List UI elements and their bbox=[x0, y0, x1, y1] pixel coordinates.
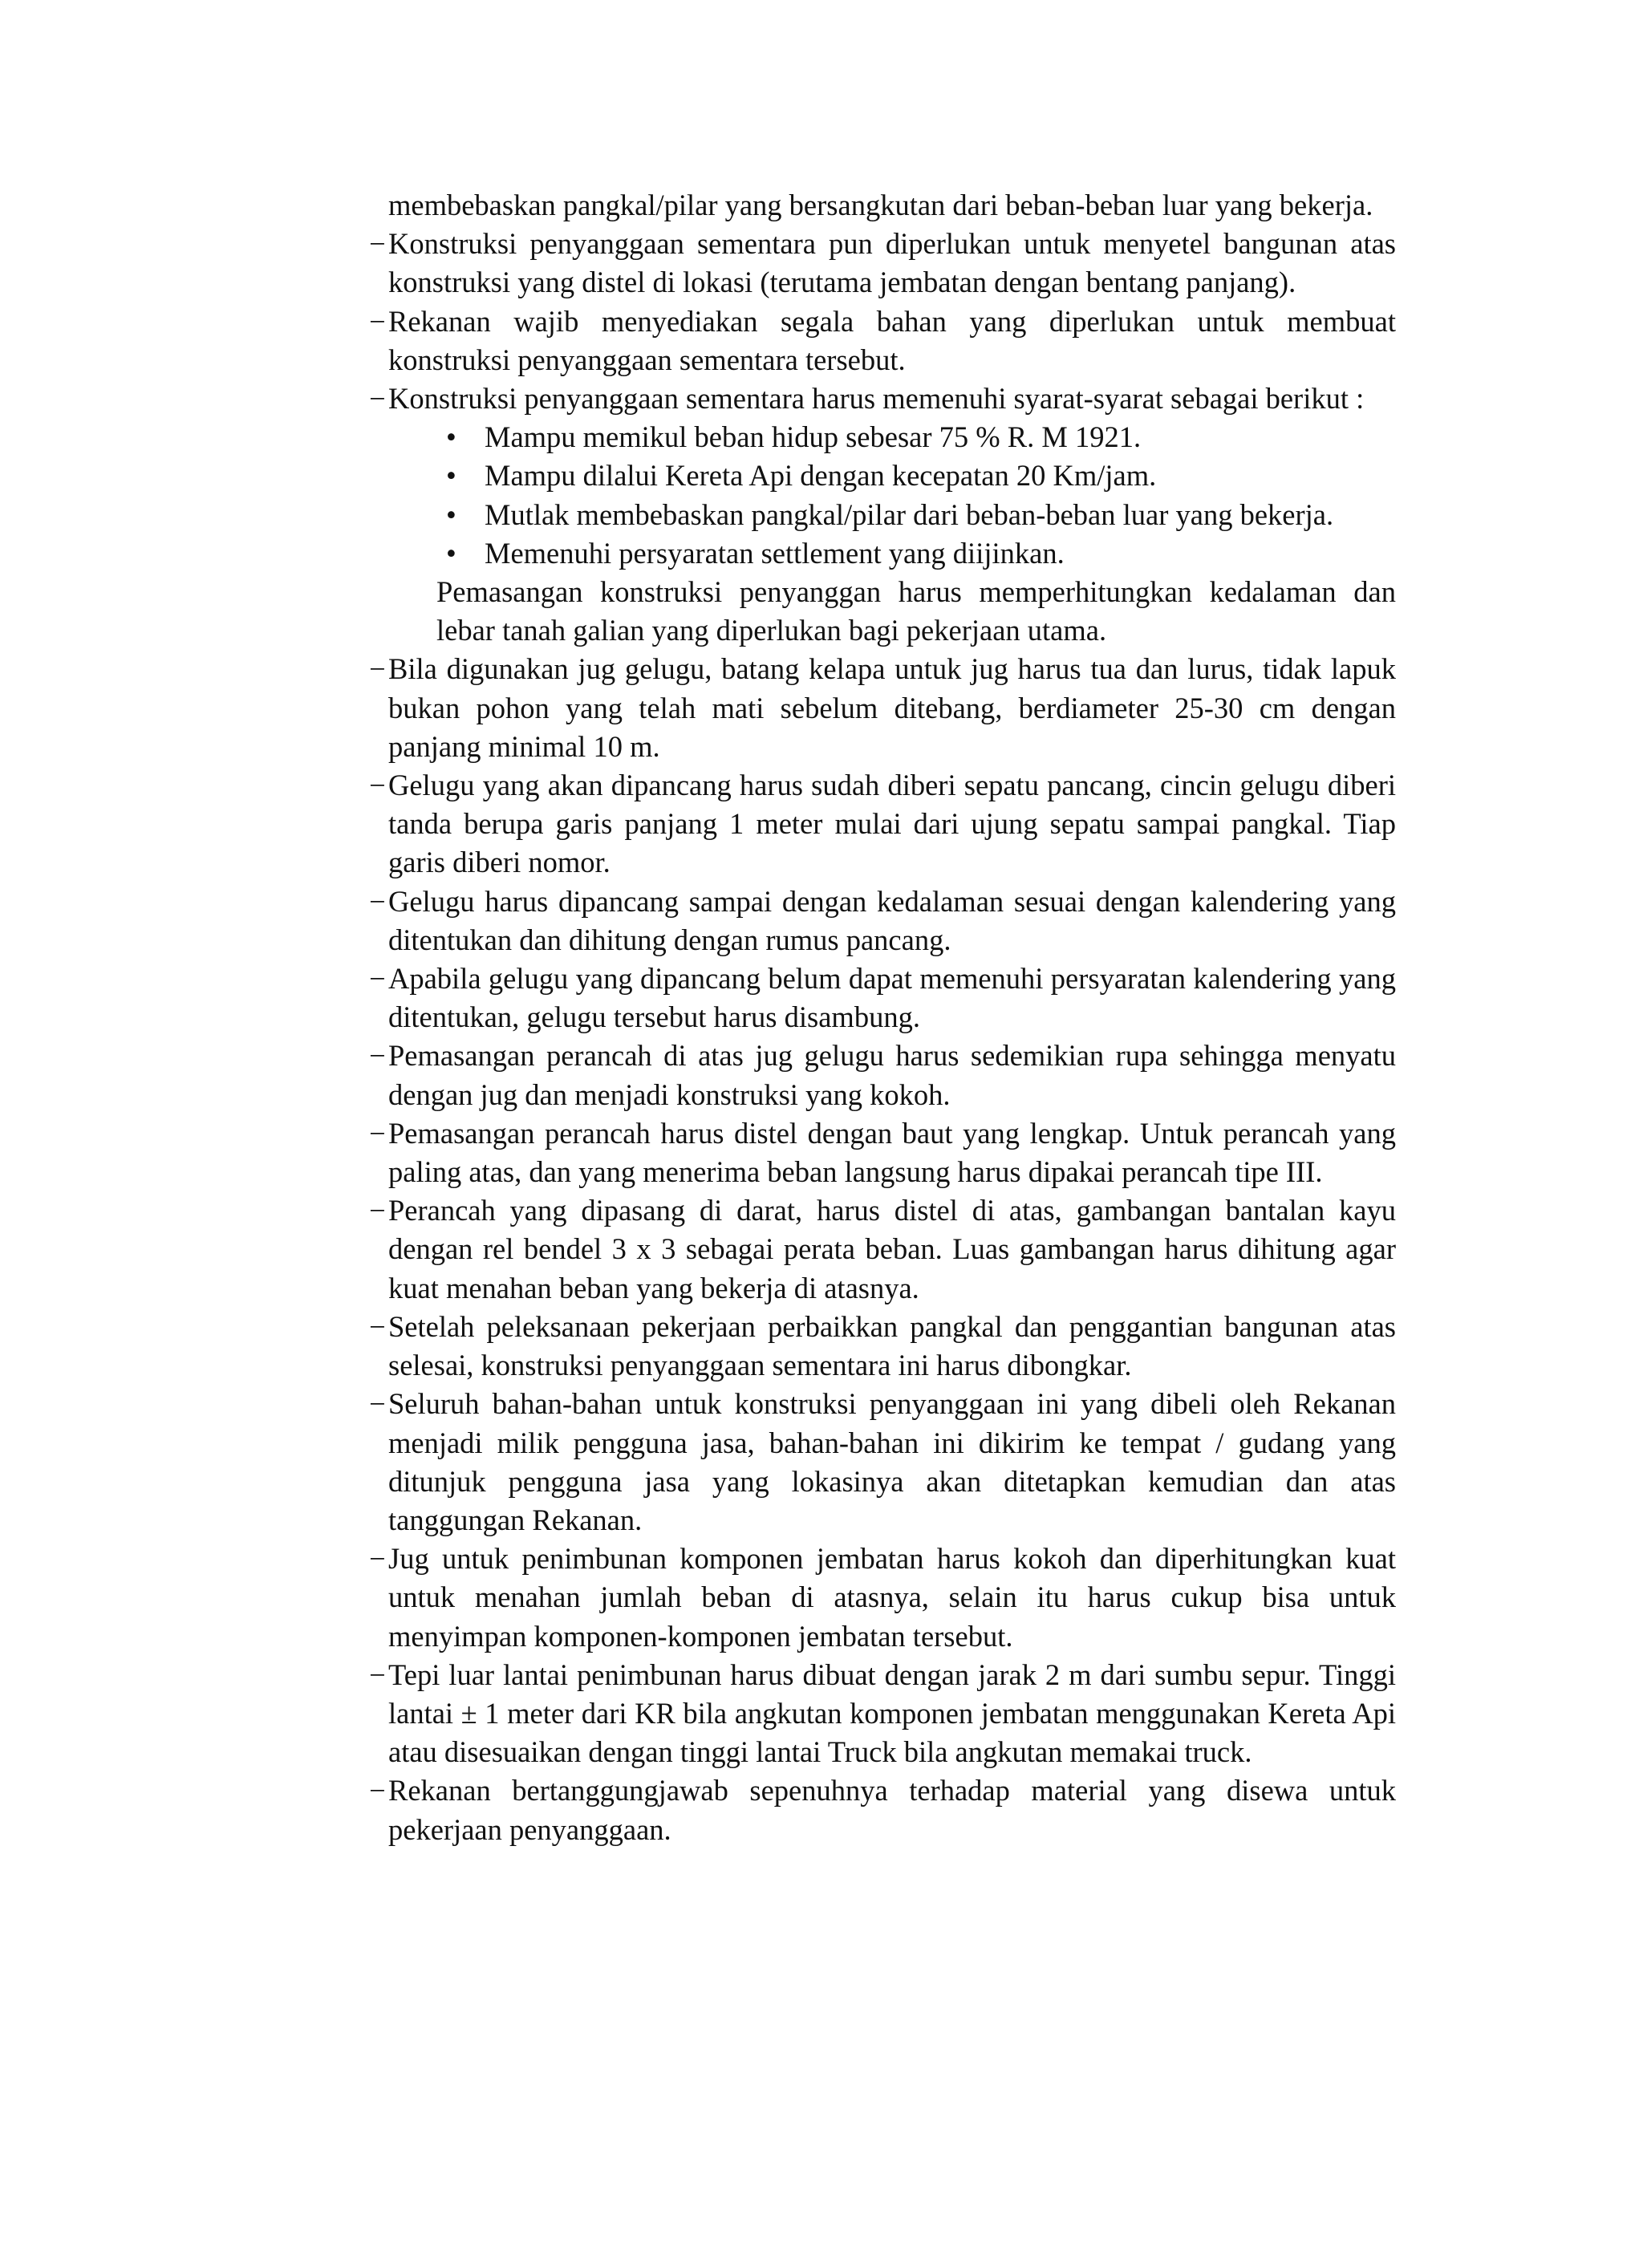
list-item bbox=[369, 1656, 1396, 1772]
list-item bbox=[369, 1114, 1396, 1191]
dash-marker: − bbox=[369, 1116, 386, 1150]
list-item bbox=[369, 1540, 1396, 1656]
sub-bullet-item bbox=[369, 418, 1396, 456]
requirements-list-b bbox=[369, 650, 1396, 1848]
dash-marker: − bbox=[369, 962, 386, 996]
sub-note-paragraph: Pemasangan konstruksi penyanggan harus memperhitungkan kedalaman dan lebar tanah galian yang diperlukan bagi pekerjaan utama. bbox=[436, 575, 1396, 647]
requirements-list-a bbox=[369, 225, 1396, 418]
list-item-text: Setelah peleksanaan pekerjaan perbaikkan pangkal dan penggantian bangunan atas selesai, konstruksi penyanggaan sementara ini harus dibongkar. bbox=[388, 1309, 1396, 1382]
list-item bbox=[369, 650, 1396, 766]
list-item-text: Rekanan bertanggungjawab sepenuhnya terhadap material yang disewa untuk pekerjaan penyanggaan. bbox=[388, 1774, 1396, 1846]
list-item bbox=[369, 225, 1396, 302]
sub-bullet-item bbox=[369, 456, 1396, 495]
dash-marker: − bbox=[369, 1542, 386, 1576]
list-item-text: Jug untuk penimbunan komponen jembatan harus kokoh dan diperhitungkan kuat untuk menahan jumlah beban di atasnya, selain itu harus cukup bisa untuk menyimpan komponen-komponen jembatan tersebut. bbox=[388, 1542, 1396, 1653]
list-item-text: Perancah yang dipasang di darat, harus distel di atas, gambangan bantalan kayu dengan rel bendel 3 x 3 sebagai perata beban. Luas gambangan harus dihitung agar kuat menahan beban yang bekerja di atasnya. bbox=[388, 1194, 1396, 1304]
list-item-text: Pemasangan perancah harus distel dengan baut yang lengkap. Untuk perancah yang paling atas, dan yang menerima beban langsung harus dipakai perancah tipe III. bbox=[388, 1116, 1396, 1189]
dash-marker: − bbox=[369, 1194, 386, 1227]
list-item bbox=[369, 1771, 1396, 1848]
sub-bullet-item bbox=[369, 496, 1396, 534]
document-page bbox=[369, 186, 1396, 1849]
list-item-text: Konstruksi penyanggaan sementara harus memenuhi syarat-syarat sebagai berikut : bbox=[388, 382, 1365, 416]
sub-bullet-text: Memenuhi persyaratan settlement yang diijinkan. bbox=[485, 536, 1065, 570]
list-item bbox=[369, 1037, 1396, 1114]
sub-bullet-list bbox=[369, 418, 1396, 573]
bullet-marker: • bbox=[446, 536, 456, 570]
list-item-text: Gelugu yang akan dipancang harus sudah diberi sepatu pancang, cincin gelugu diberi tanda berupa garis panjang 1 meter mulai dari ujung sepatu sampai pangkal. Tiap garis diberi nomor. bbox=[388, 769, 1396, 879]
dash-marker: − bbox=[369, 1774, 386, 1808]
dash-marker: − bbox=[369, 652, 386, 686]
list-item bbox=[369, 1191, 1396, 1308]
dash-marker: − bbox=[369, 769, 386, 802]
dash-marker: − bbox=[369, 1387, 386, 1421]
list-item-text: Tepi luar lantai penimbunan harus dibuat dengan jarak 2 m dari sumbu sepur. Tinggi lantai ± 1 meter dari KR bila angkutan komponen jembatan menggunakan Kereta Api atau disesuaikan dengan tinggi lantai Truck bila angkutan memakai truck. bbox=[388, 1657, 1396, 1769]
dash-marker: − bbox=[369, 227, 386, 261]
list-item-text: Seluruh bahan-bahan untuk konstruksi penyanggaan ini yang dibeli oleh Rekanan menjadi milik pengguna jasa, bahan-bahan ini dikirim ke tempat / gudang yang ditunjuk pengguna jasa yang lokasinya akan ditetapkan kemudian dan atas tanggungan Rekanan. bbox=[388, 1387, 1396, 1536]
list-item-text: Gelugu harus dipancang sampai dengan kedalaman sesuai dengan kalendering yang ditentukan dan dihitung dengan rumus pancang. bbox=[388, 884, 1396, 956]
list-item bbox=[369, 1308, 1396, 1385]
list-item bbox=[369, 379, 1396, 418]
list-item bbox=[369, 766, 1396, 882]
list-item-text: Konstruksi penyanggaan sementara pun diperlukan untuk menyetel bangunan atas konstruksi yang distel di lokasi (terutama jembatan dengan bentang panjang). bbox=[388, 227, 1396, 299]
dash-marker: − bbox=[369, 1039, 386, 1073]
sub-bullet-item bbox=[369, 534, 1396, 573]
bullet-marker: • bbox=[446, 497, 456, 531]
dash-marker: − bbox=[369, 1657, 386, 1691]
list-item-text: Bila digunakan jug gelugu, batang kelapa untuk jug harus tua dan lurus, tidak lapuk bukan pohon yang telah mati sebelum ditebang, berdiameter 25-30 cm dengan panjang minimal 10 m. bbox=[388, 652, 1396, 763]
list-item bbox=[369, 960, 1396, 1037]
list-item bbox=[369, 882, 1396, 960]
dash-marker: − bbox=[369, 382, 386, 416]
list-item bbox=[369, 302, 1396, 379]
list-item bbox=[369, 1385, 1396, 1540]
intro-paragraph: membebaskan pangkal/pilar yang bersangkutan dari beban-beban luar yang bekerja. bbox=[388, 189, 1373, 221]
dash-marker: − bbox=[369, 884, 386, 918]
bullet-marker: • bbox=[446, 459, 456, 493]
bullet-marker: • bbox=[446, 420, 456, 454]
list-item-text: Rekanan wajib menyediakan segala bahan yang diperlukan untuk membuat konstruksi penyanggaan sementara tersebut. bbox=[388, 304, 1396, 376]
dash-marker: − bbox=[369, 1309, 386, 1343]
list-item-text: Pemasangan perancah di atas jug gelugu harus sedemikian rupa sehingga menyatu dengan jug dan menjadi konstruksi yang kokoh. bbox=[388, 1039, 1396, 1111]
sub-bullet-text: Mutlak membebaskan pangkal/pilar dari beban-beban luar yang bekerja. bbox=[485, 497, 1334, 531]
sub-bullet-text: Mampu dilalui Kereta Api dengan kecepatan 20 Km/jam. bbox=[485, 459, 1157, 493]
list-item-text: Apabila gelugu yang dipancang belum dapat memenuhi persyaratan kalendering yang ditentukan, gelugu tersebut harus disambung. bbox=[388, 962, 1396, 1034]
sub-bullet-text: Mampu memikul beban hidup sebesar 75 % R. M 1921. bbox=[485, 420, 1142, 454]
dash-marker: − bbox=[369, 304, 386, 338]
